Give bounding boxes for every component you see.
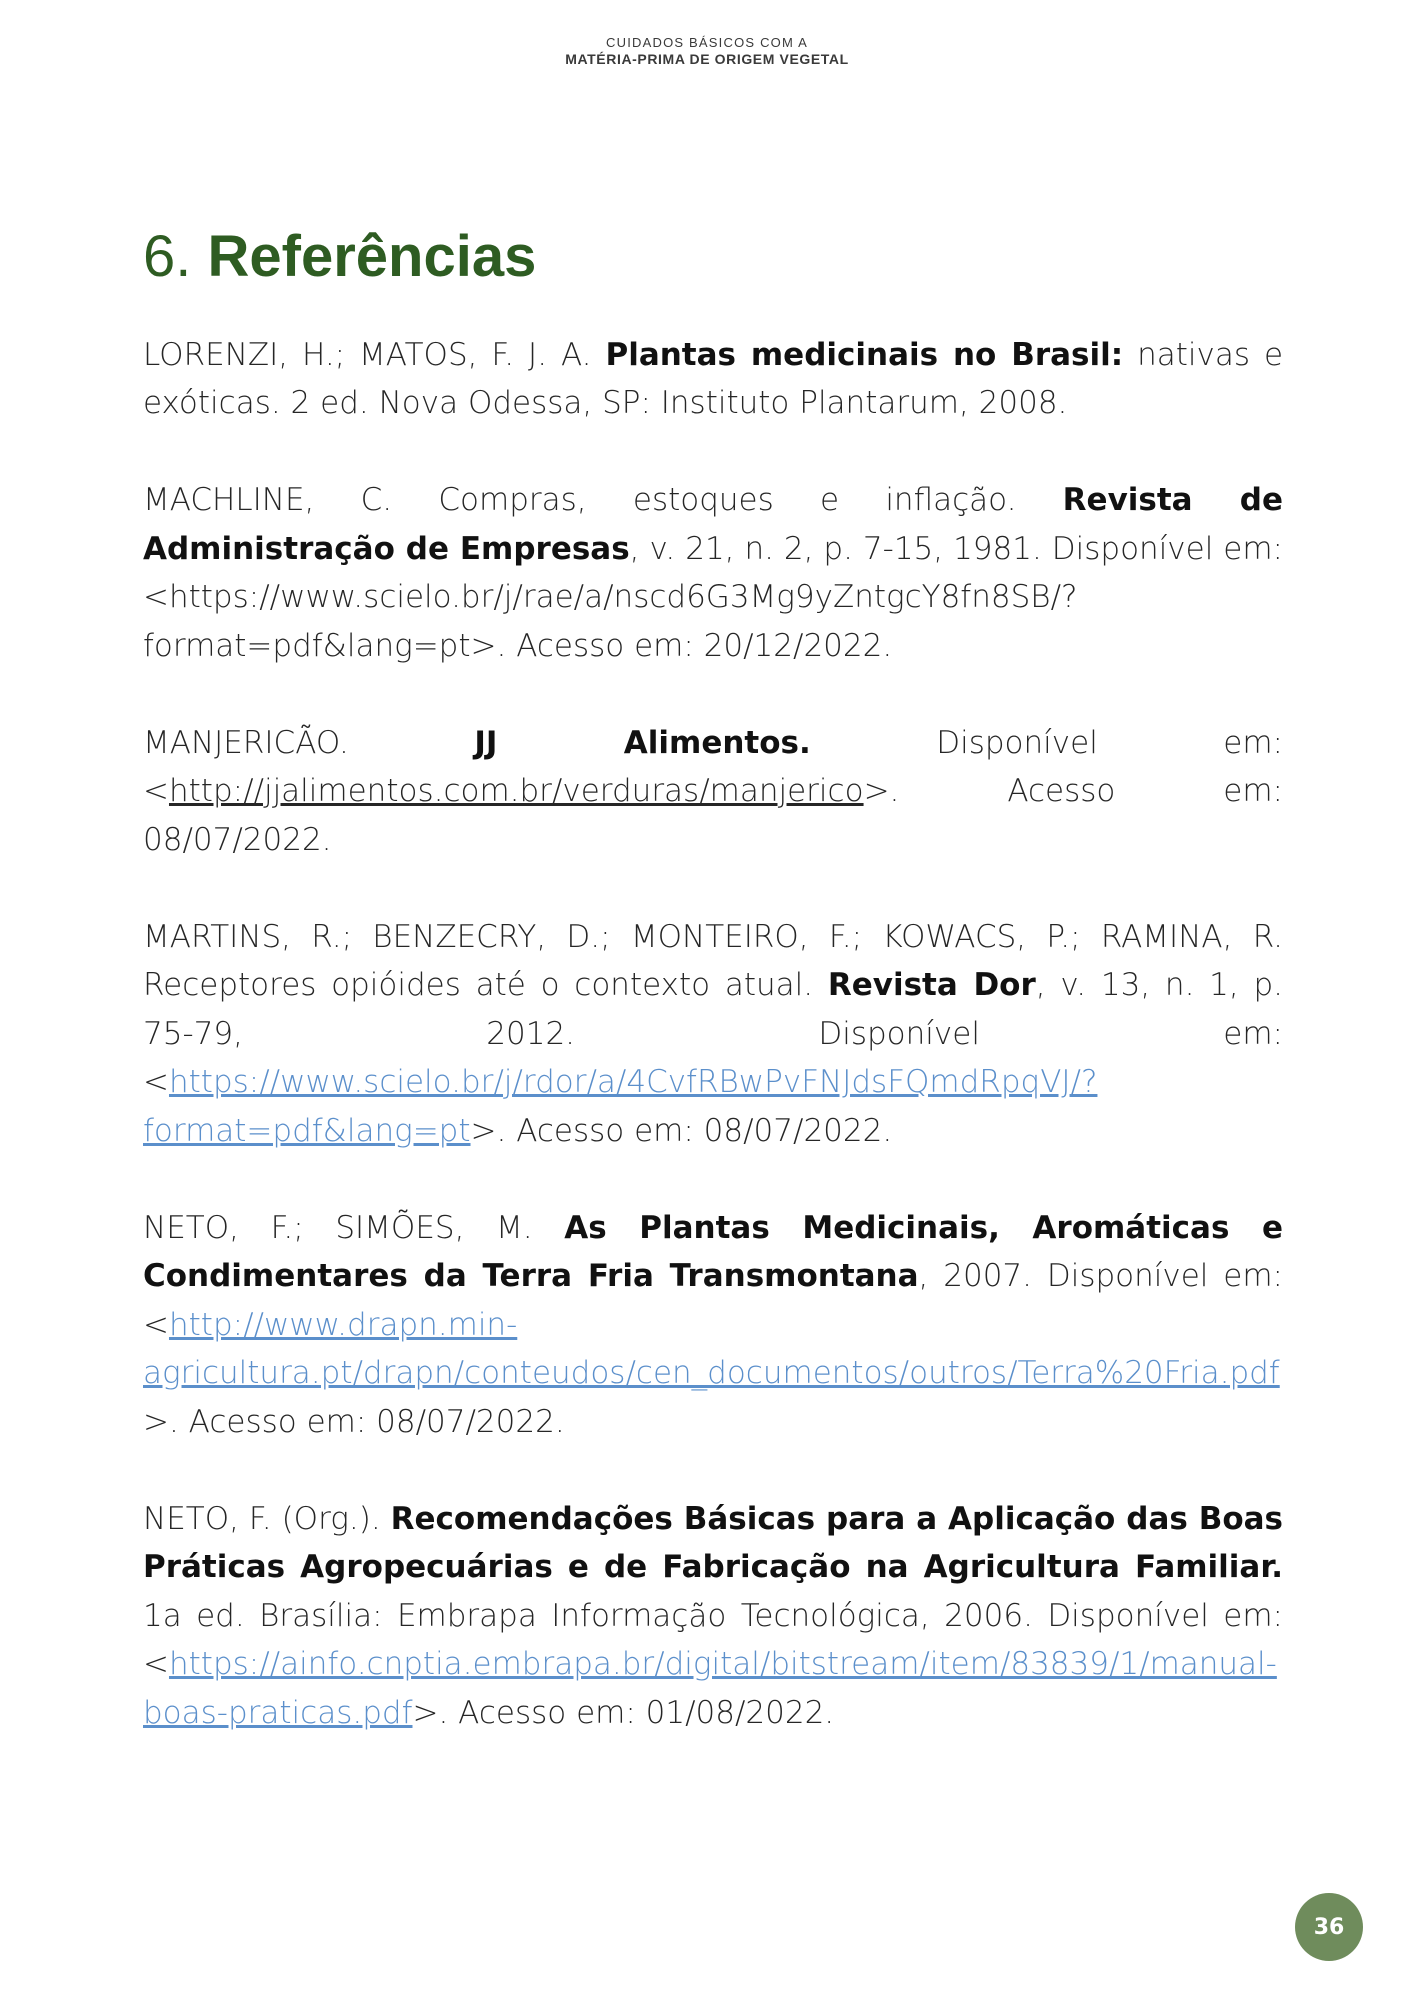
reference-list [143,331,1283,1738]
running-header-line1: CUIDADOS BÁSICOS COM A [606,35,808,50]
reference-access-date: >. Acesso em: 01/08/2022. [412,1694,835,1731]
reference-title: Revista de Administração de Empresas [143,482,1283,567]
reference-details: , v. 21, n. 2, p. 7-15, 1981. Disponível em: <https://www.scielo.br/j/rae/a/nscd6G3Mg9yZntgcY8fn8SB/?format=pdf&lang=pt>. Acesso em: 20/12/2022. [143,530,1283,664]
reference-title: Revista Dor [827,967,1036,1004]
page-number: 36 [1313,1914,1345,1940]
reference-availability: Disponível em: < [143,724,1283,810]
reference-title: As Plantas Medicinais, Aromáticas e Condimentares da Terra Fria Transmontana [143,1209,1283,1295]
running-header [0,36,1414,67]
reference-availability: , 2007. Disponível em: < [143,1258,1283,1343]
reference-availability: 1a ed. Brasília: Embrapa Informação Tecnológica, 2006. Disponível em: < [143,1597,1283,1683]
page-number-badge [1295,1893,1363,1961]
reference-link[interactable]: http://jjalimentos.com.br/verduras/manjerico [168,773,864,810]
reference-item [143,1495,1283,1738]
page-title [143,225,1283,289]
reference-item [143,913,1283,1156]
reference-authors: LORENZI, H.; MATOS, F. J. A. [143,336,606,373]
reference-availability: , v. 13, n. 1, p. 75-79, 2012. Disponível em: < [143,967,1284,1101]
reference-item [143,1204,1283,1447]
reference-authors: MANJERICÃO. [143,724,475,761]
section-title: Referências [207,224,537,289]
reference-item [143,331,1283,428]
reference-link[interactable]: https://ainfo.cnptia.embrapa.br/digital/bitstream/item/83839/1/manual-boas-praticas.pdf [143,1646,1277,1731]
reference-item [143,719,1283,865]
reference-access-date: >. Acesso em: 08/07/2022. [470,1112,893,1149]
page-content [143,225,1283,1786]
reference-title: Plantas medicinais no Brasil: [605,336,1124,373]
reference-title: Recomendações Básicas para a Aplicação das Boas Práticas Agropecuárias e de Fabricação na Agricultura Familiar. [143,1500,1283,1586]
reference-authors: NETO, F.; SIMÕES, M. [143,1209,565,1246]
reference-details: nativas e exóticas. 2 ed. Nova Odessa, SP: Instituto Plantarum, 2008. [143,336,1284,422]
section-number: 6. [143,224,192,289]
reference-link[interactable]: https://www.scielo.br/j/rdor/a/4CvfRBwPvFNJdsFQmdRpqVJ/?format=pdf&lang=pt [143,1064,1098,1149]
reference-access-date: >. Acesso em: 08/07/2022. [143,773,1283,858]
reference-authors: MACHLINE, C. Compras, estoques e inflação. [143,482,1063,519]
running-header-line2: MATÉRIA-PRIMA DE ORIGEM VEGETAL [565,50,849,67]
reference-item [143,476,1283,670]
reference-access-date: >. Acesso em: 08/07/2022. [143,1403,565,1440]
reference-authors: NETO, F. (Org.). [143,1500,391,1537]
reference-link[interactable]: http://www.drapn.min-agricultura.pt/drapn/conteudos/cen_documentos/outros/Terra%20Fria.pdf [143,1306,1280,1392]
reference-title: JJ Alimentos. [474,724,811,761]
reference-authors: MARTINS, R.; BENZECRY, D.; MONTEIRO, F.; KOWACS, P.; RAMINA, R. Receptores opióides até o contexto atual. [143,918,1283,1004]
